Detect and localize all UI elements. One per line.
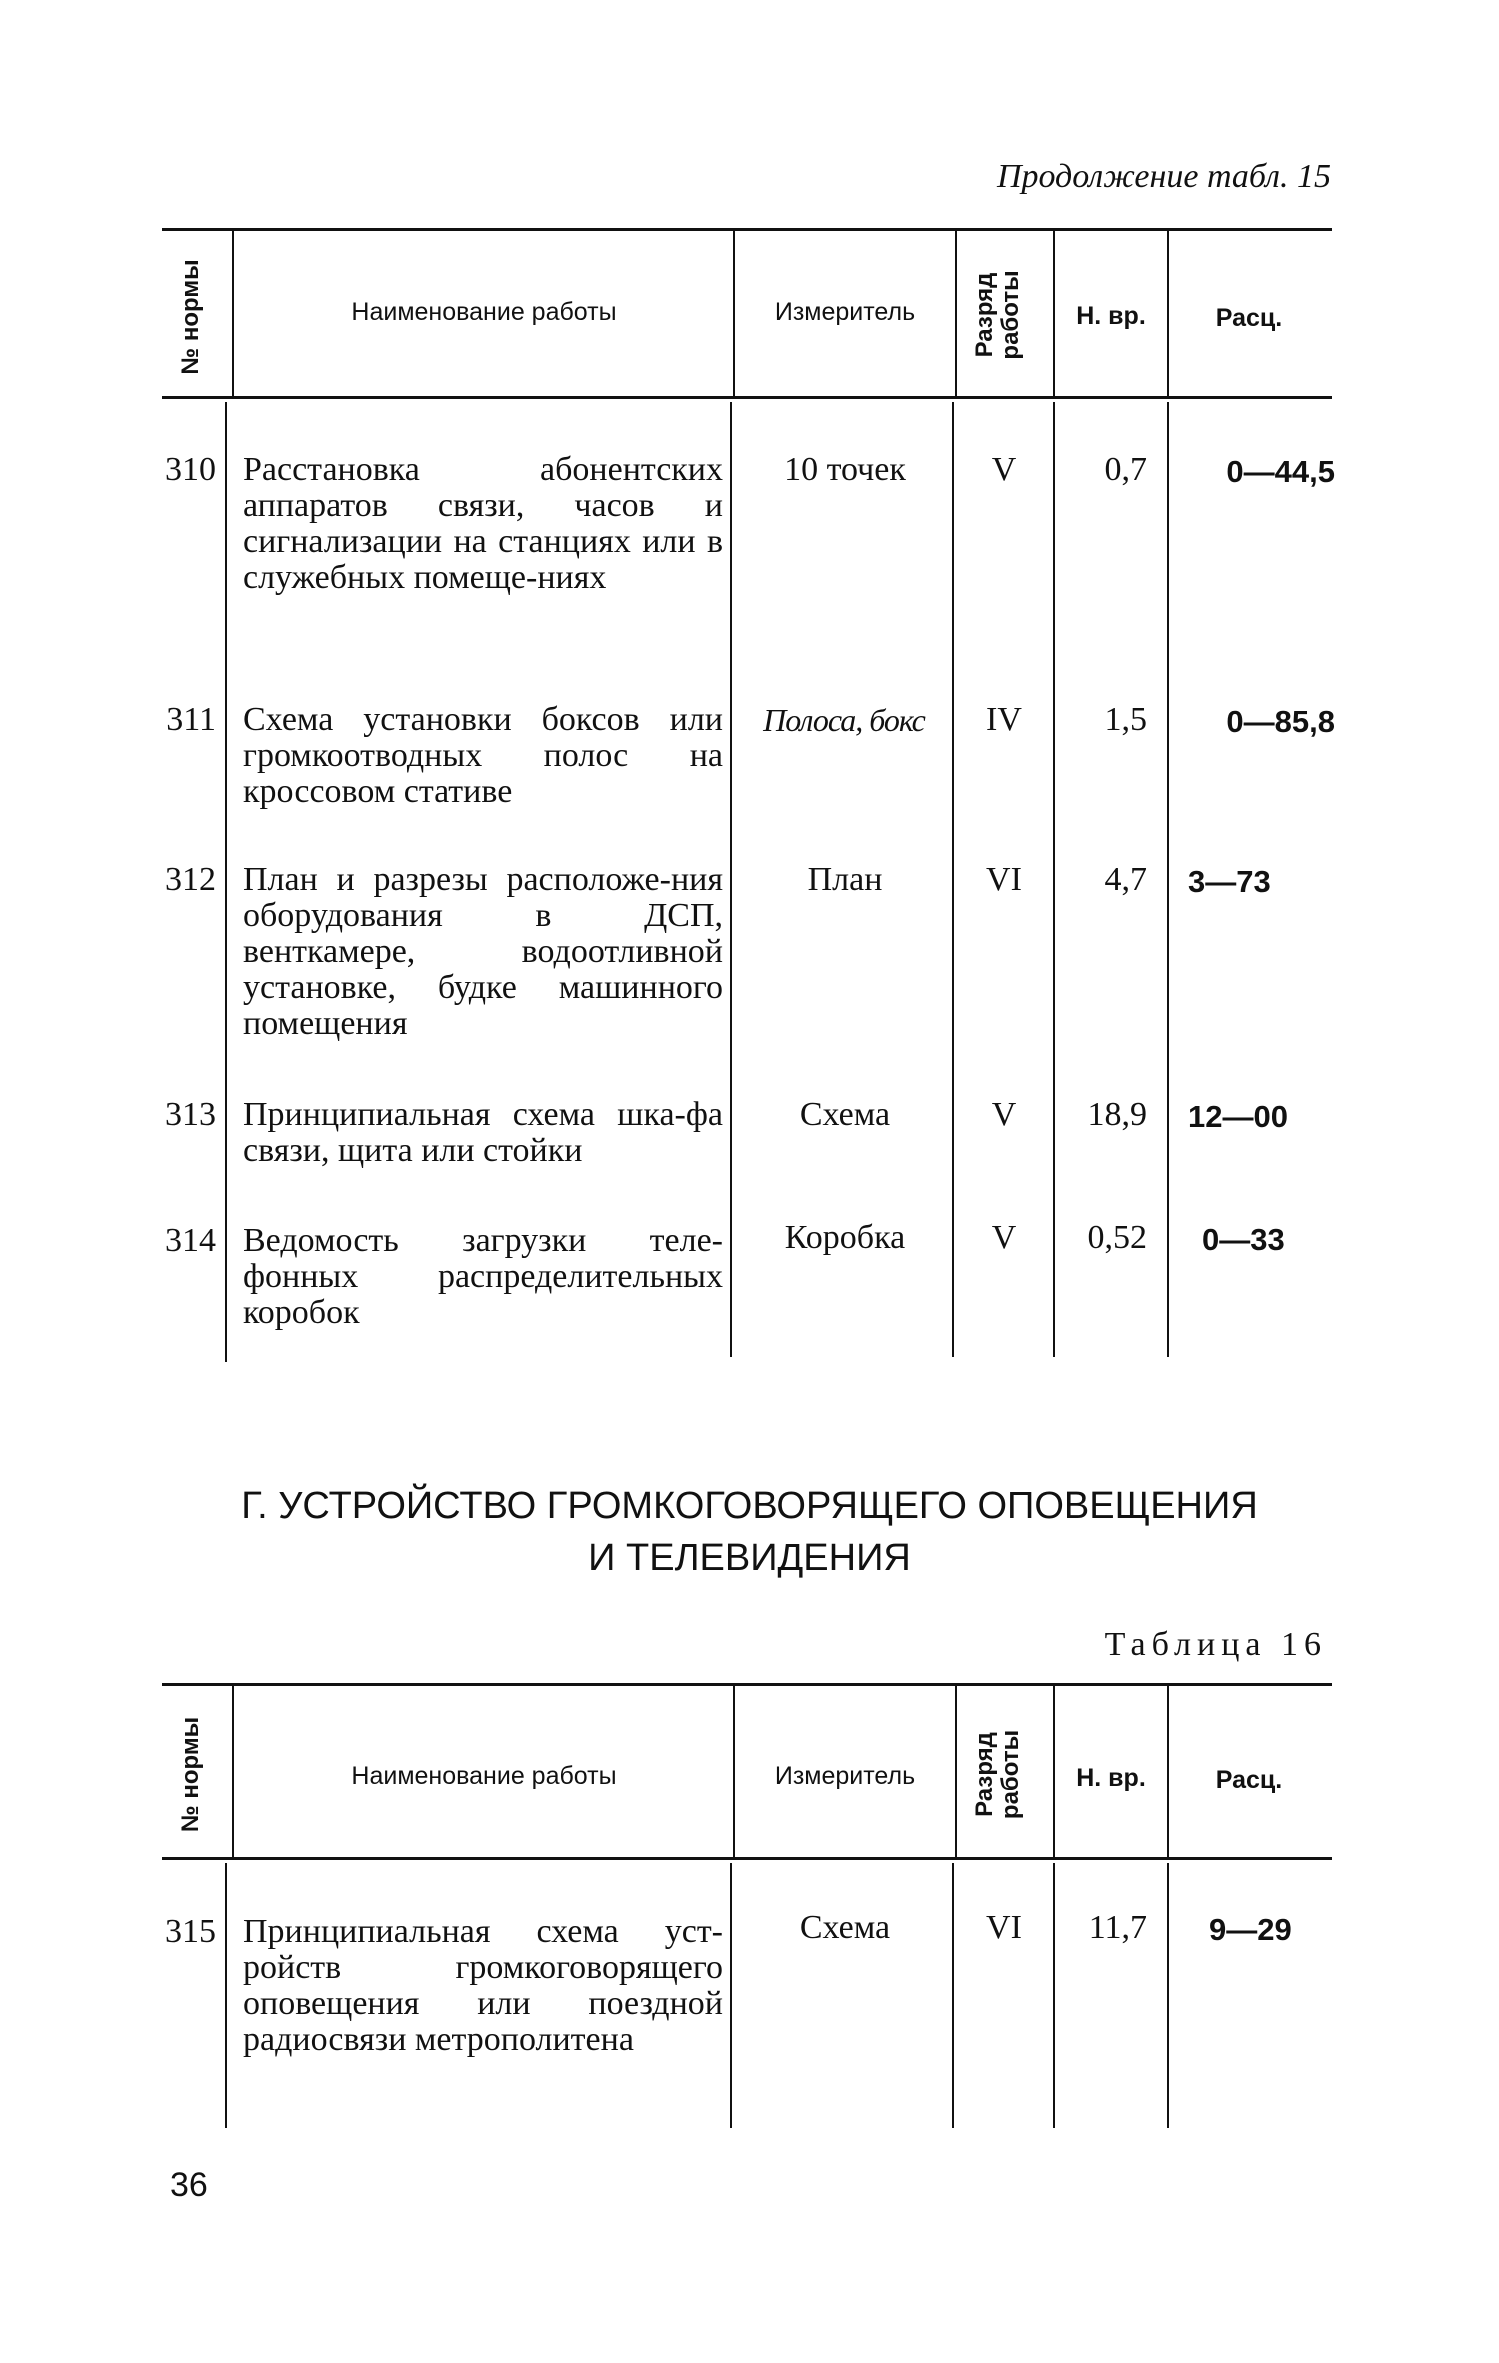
table-16-label: Таблица 16 — [1104, 1626, 1327, 1663]
row-rate: 12—00 — [1188, 1099, 1288, 1134]
row-number: 311 — [166, 701, 216, 738]
header-unit: Измеритель — [774, 1762, 916, 1790]
row-time: 0,52 — [1087, 1219, 1147, 1256]
row-grade: V — [991, 1096, 1017, 1133]
row-number: 315 — [165, 1913, 216, 1950]
row-unit: 10 точек — [784, 451, 906, 488]
row-unit: Коробка — [784, 1219, 906, 1256]
row-time: 1,5 — [1104, 701, 1147, 738]
row-grade: IV — [986, 701, 1022, 738]
header-rate: Расц. — [1215, 1766, 1283, 1794]
row-grade: V — [991, 1219, 1017, 1256]
row-grade: VI — [986, 1909, 1022, 1946]
row-rate: 0—85,8 — [1226, 704, 1335, 739]
row-name: Принципиальная схема уст-ройств громкоговорящего оповещения или поездной радиосвязи метрополитена — [243, 1913, 723, 2058]
header-name: Наименование работы — [351, 298, 617, 326]
page-number: 36 — [170, 2166, 208, 2204]
row-rate: 0—44,5 — [1226, 454, 1335, 489]
row-name: План и разрезы расположе-ния оборудования в ДСП, венткамере, водоотливной установке, будке машинного помещения — [243, 861, 723, 1042]
header-number: № нормы — [177, 259, 204, 375]
header-time: Н. вр. — [1076, 302, 1146, 330]
row-unit: Полоса, бокс — [763, 702, 925, 738]
header-number: № нормы — [177, 1716, 204, 1833]
row-number: 314 — [165, 1222, 216, 1259]
header-unit: Измеритель — [774, 298, 916, 326]
row-name: Принципиальная схема шка-фа связи, щита или стойки — [243, 1096, 723, 1169]
header-grade: Разряд работы — [971, 1729, 1024, 1820]
header-rate: Расц. — [1215, 304, 1283, 332]
row-time: 0,7 — [1104, 451, 1147, 488]
row-rate: 0—33 — [1202, 1222, 1285, 1257]
row-name: Ведомость загрузки теле-фонных распределительных коробок — [243, 1222, 723, 1331]
header-grade: Разряд работы — [971, 270, 1024, 360]
row-time: 18,9 — [1087, 1096, 1147, 1133]
row-unit: План — [807, 861, 883, 898]
row-unit: Схема — [799, 1909, 891, 1946]
header-name: Наименование работы — [351, 1762, 617, 1790]
row-number: 310 — [165, 451, 216, 488]
row-unit: Схема — [799, 1096, 891, 1133]
row-time: 11,7 — [1088, 1909, 1147, 1946]
row-name: Расстановка абонентских аппаратов связи, часов и сигнализации на станциях или в служебных помеще-ниях — [243, 451, 723, 596]
section-title: Г. УСТРОЙСТВО ГРОМКОГОВОРЯЩЕГО ОПОВЕЩЕНИЯ И ТЕЛЕВИДЕНИЯ — [241, 1485, 1258, 1579]
row-rate: 3—73 — [1188, 864, 1271, 899]
row-time: 4,7 — [1104, 861, 1147, 898]
row-grade: VI — [986, 861, 1022, 898]
row-number: 313 — [165, 1096, 216, 1133]
continuation-label: Продолжение табл. 15 — [996, 158, 1331, 195]
row-rate: 9—29 — [1209, 1912, 1292, 1947]
header-time: Н. вр. — [1076, 1764, 1146, 1792]
row-name: Схема установки боксов или громкоотводных полос на кроссовом стативе — [243, 701, 723, 810]
row-number: 312 — [165, 861, 216, 898]
row-grade: V — [991, 451, 1017, 488]
